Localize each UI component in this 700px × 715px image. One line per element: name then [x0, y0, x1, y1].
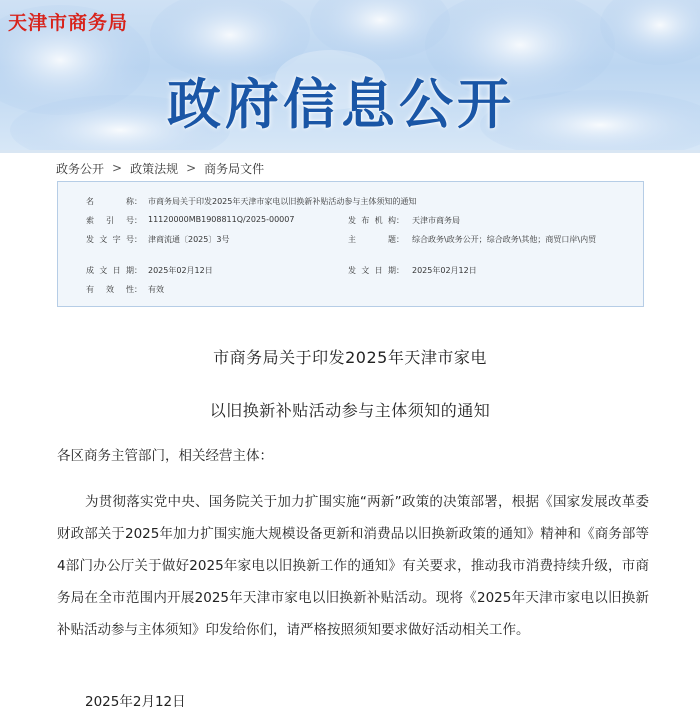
breadcrumb-separator-icon: > — [186, 161, 197, 175]
meta-label-doc-no: 发 文 字 号： — [86, 235, 142, 244]
meta-label-subject: 主 题： — [348, 235, 404, 244]
meta-value-published: 2025年02月12日 — [412, 266, 477, 275]
meta-label-created: 成 文 日 期： — [86, 266, 142, 275]
meta-label-name: 名 称： — [86, 197, 142, 206]
banner-title: 政府信息公开 — [167, 73, 515, 136]
breadcrumb-item-regulations[interactable]: 政策法规 — [130, 161, 179, 176]
breadcrumb — [56, 158, 264, 178]
breadcrumb-item-bureau-documents[interactable]: 商务局文件 — [204, 161, 265, 176]
meta-value-validity: 有效 — [148, 285, 164, 294]
meta-value-index-no: 11120000MB1908811Q/2025-00007 — [148, 215, 295, 224]
meta-label-index-no: 索 引 号： — [86, 216, 142, 225]
meta-value-issuer: 天津市商务局 — [412, 216, 460, 225]
site-logo[interactable]: 天津市商务局 — [8, 12, 129, 34]
meta-label-issuer: 发 布 机 构： — [348, 216, 404, 225]
breadcrumb-separator-icon: > — [112, 161, 123, 175]
meta-value-created: 2025年02月12日 — [148, 266, 213, 275]
document-metadata-panel — [57, 181, 644, 307]
article-paragraph: 为贯彻落实党中央、国务院关于加力扩围实施“两新”政策的决策部署，根据《国家发展改革委 财政部关于2025年加力扩围实施大规模设备更新和消费品以旧换新政策的通知》精神和《商务部等4部门办公厅关于做好2025年家电以旧换新工作的通知》有关要求，推动我市消费持续升级，市商务局在全市范围内开展2025年天津市家电以旧换新补贴活动。现将《2025年天津市家电以旧换新补贴活动参与主体须知》印发给你们，请严格按照须知要求做好活动相关工作。 — [57, 494, 649, 638]
meta-label-validity: 有 效 性： — [86, 285, 142, 294]
article-title-line-1: 市商务局关于印发2025年天津市家电 — [213, 348, 487, 367]
article-salutation: 各区商务主管部门，相关经营主体： — [57, 448, 273, 464]
meta-value-name: 市商务局关于印发2025年天津市家电以旧换新补贴活动参与主体须知的通知 — [148, 197, 417, 206]
breadcrumb-item-policy-openness[interactable]: 政务公开 — [56, 161, 105, 176]
article-date: 2025年2月12日 — [85, 694, 186, 710]
meta-value-subject: 综合政务\政务公开；综合政务\其他；商贸口岸\内贸 — [412, 235, 597, 244]
article-title-line-2: 以旧换新补贴活动参与主体须知的通知 — [209, 401, 491, 420]
meta-value-doc-no: 津商流通〔2025〕3号 — [148, 235, 230, 244]
meta-label-published: 发 文 日 期： — [348, 266, 404, 275]
page-banner — [0, 0, 700, 153]
